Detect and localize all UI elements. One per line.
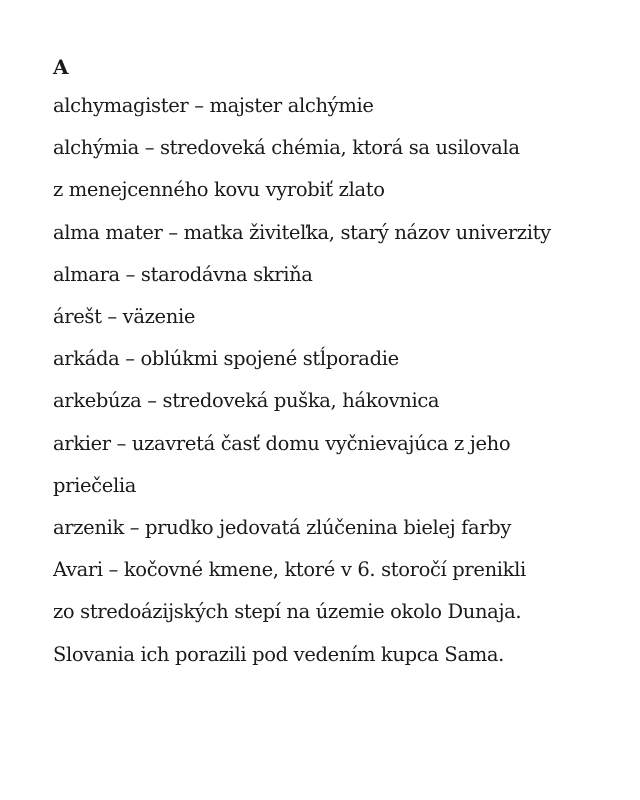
glossary-line: árešt – väzenie [53,305,196,329]
glossary-line: arzenik – prudko jedovatá zlúčenina bielej farby [53,516,512,540]
glossary-line: zo stredoázijských stepí na územie okolo Dunaja. [53,600,522,624]
glossary-line: Avari – kočovné kmene, ktoré v 6. storočí prenikli [53,558,526,582]
glossary-line: arkáda – oblúkmi spojené stĺporadie [53,347,399,371]
glossary-line: alchymagister – majster alchýmie [53,94,374,117]
glossary-line: arkebúza – stredoveká puška, hákovnica [53,389,440,413]
glossary-page [53,49,628,676]
section-letter-heading: A [53,55,69,79]
glossary-line: alma mater – matka živiteľka, starý názov univerzity [53,220,551,244]
glossary-line: alchýmia – stredoveká chémia, ktorá sa usilovala [53,136,520,160]
glossary-line: arkier – uzavretá časť domu vyčnievajúca z jeho [53,431,511,455]
glossary-line: Slovania ich porazili pod vedením kupca Sama. [53,642,504,666]
glossary-line: priečelia [53,473,136,497]
glossary-entries [53,85,628,676]
glossary-line: z menejcenného kovu vyrobiť zlato [53,178,385,202]
glossary-line: almara – starodávna skriňa [53,262,313,286]
